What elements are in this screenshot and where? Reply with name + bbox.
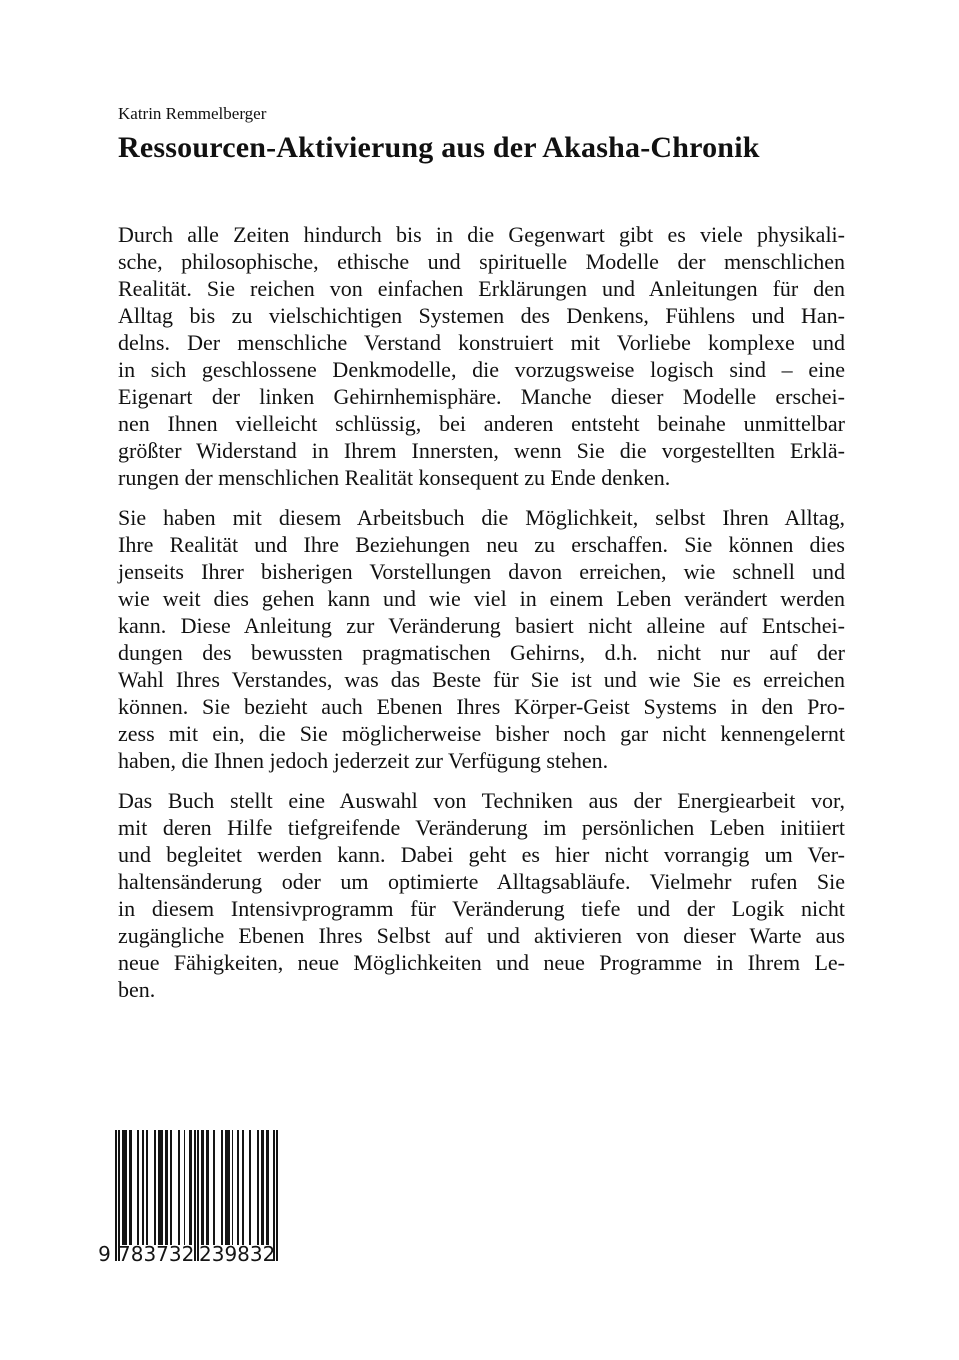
text-line: neue Fähigkeiten, neue Möglichkeiten und neue Programme in Ihrem Le- — [118, 950, 845, 975]
text-line: zugängliche Ebenen Ihres Selbst auf und aktivieren von dieser Warte aus — [118, 923, 845, 948]
barcode-bar — [184, 1130, 186, 1245]
barcode-digits-right: 239832 — [199, 1242, 276, 1266]
barcode-bar — [221, 1130, 223, 1245]
barcode-bar — [201, 1130, 204, 1245]
isbn-barcode — [96, 1130, 286, 1266]
barcode-bar — [261, 1130, 264, 1245]
text-line: zess mit ein, die Sie möglicherweise bisher noch gar nicht kennengelernt — [118, 721, 845, 746]
paragraph — [118, 787, 845, 1003]
author-name: Katrin Remmelberger — [118, 104, 267, 123]
text-line: in diesem Intensivprogramm für Veränderung tiefe und der Logik nicht — [118, 896, 845, 921]
text-line: Sie haben mit diesem Arbeitsbuch die Möglichkeit, selbst Ihren Alltag, — [118, 505, 845, 530]
barcode-bar — [266, 1130, 269, 1245]
barcode-digits-left: 783732 — [118, 1242, 195, 1266]
barcode-bar — [257, 1130, 259, 1245]
barcode-bar — [165, 1130, 168, 1245]
text-line: Ihre Realität und Ihre Beziehungen neu zu erschaffen. Sie können dies — [118, 532, 845, 557]
barcode-bar — [154, 1130, 156, 1245]
book-title: Ressourcen-Aktivierung aus der Akasha-Chronik — [118, 131, 760, 164]
barcode-bar — [158, 1130, 163, 1245]
text-line: können. Sie bezieht auch Ebenen Ihres Körper-Geist Systems in den Pro- — [118, 694, 845, 719]
body-text — [118, 221, 845, 1016]
barcode-digit-first: 9 — [98, 1242, 111, 1266]
text-line: jenseits Ihrer bisherigen Vorstellungen davon erreichen, wie schnell und — [118, 559, 845, 584]
text-line: in sich geschlossene Denkmodelle, die vorzugsweise logisch sind – eine — [118, 357, 845, 382]
barcode-bar — [225, 1130, 230, 1245]
text-line: sche, philosophische, ethische und spirituelle Modelle der menschlichen — [118, 249, 845, 274]
text-line: Alltag bis zu vielschichtigen Systemen des Denkens, Fühlens und Han- — [118, 303, 845, 328]
text-line: rungen der menschlichen Realität konsequent zu Ende denken. — [118, 465, 671, 490]
barcode-bar — [129, 1130, 132, 1245]
barcode-bar — [242, 1130, 244, 1245]
barcode-bar — [206, 1130, 209, 1245]
text-line: Wahl Ihres Verstandes, was das Beste für Sie ist und wie Sie es erreichen — [118, 667, 845, 692]
barcode-bar — [237, 1130, 239, 1245]
text-line: dungen des bewussten pragmatischen Gehirns, d.h. nicht nur auf der — [118, 640, 845, 665]
barcode-bar — [122, 1130, 127, 1245]
text-line: und begleitet werden kann. Dabei geht es hier nicht vorrangig um Ver- — [118, 842, 845, 867]
text-line: kann. Diese Anleitung zur Veränderung basiert nicht alleine auf Entschei- — [118, 613, 845, 638]
text-line: größter Widerstand in Ihrem Innersten, wenn Sie die vorgestellten Erklä- — [118, 438, 845, 463]
text-line: mit deren Hilfe tiefgreifende Veränderung im persönlichen Leben initiiert — [118, 815, 845, 840]
barcode-bar — [232, 1130, 234, 1245]
text-line: ben. — [118, 977, 156, 1002]
text-line: delns. Der menschliche Verstand konstruiert mit Vorliebe komplexe und — [118, 330, 845, 355]
barcode-bar — [137, 1130, 139, 1245]
barcode-bar — [276, 1130, 278, 1261]
text-line: wie weit dies gehen kann und wie viel in einem Leben verändert werden — [118, 586, 845, 611]
text-line: haben, die Ihnen jedoch jederzeit zur Verfügung stehen. — [118, 748, 609, 773]
paragraph — [118, 221, 845, 491]
text-line: haltensänderung oder um optimierte Alltagsabläufe. Vielmehr rufen Sie — [118, 869, 845, 894]
barcode-bar — [194, 1130, 196, 1261]
paragraph — [118, 504, 845, 774]
barcode-bar — [189, 1130, 192, 1245]
barcode-bar — [213, 1130, 215, 1245]
barcode-bar — [178, 1130, 180, 1245]
text-line: nen Ihnen vielleicht schlüssig, bei anderen entsteht beinahe unmittelbar — [118, 411, 845, 436]
text-line: Das Buch stellt eine Auswahl von Techniken aus der Energiearbeit vor, — [118, 788, 845, 813]
text-line: Durch alle Zeiten hindurch bis in die Gegenwart gibt es viele physikali- — [118, 222, 845, 247]
barcode-bar — [146, 1130, 148, 1245]
text-line: Eigenart der linken Gehirnhemisphäre. Manche dieser Modelle erschei- — [118, 384, 845, 409]
barcode-bar — [142, 1130, 144, 1245]
barcode-bar — [170, 1130, 172, 1245]
barcode-bar — [115, 1130, 117, 1261]
barcode-bar — [249, 1130, 251, 1245]
text-line: Realität. Sie reichen von einfachen Erklärungen und Anleitungen für den — [118, 276, 845, 301]
